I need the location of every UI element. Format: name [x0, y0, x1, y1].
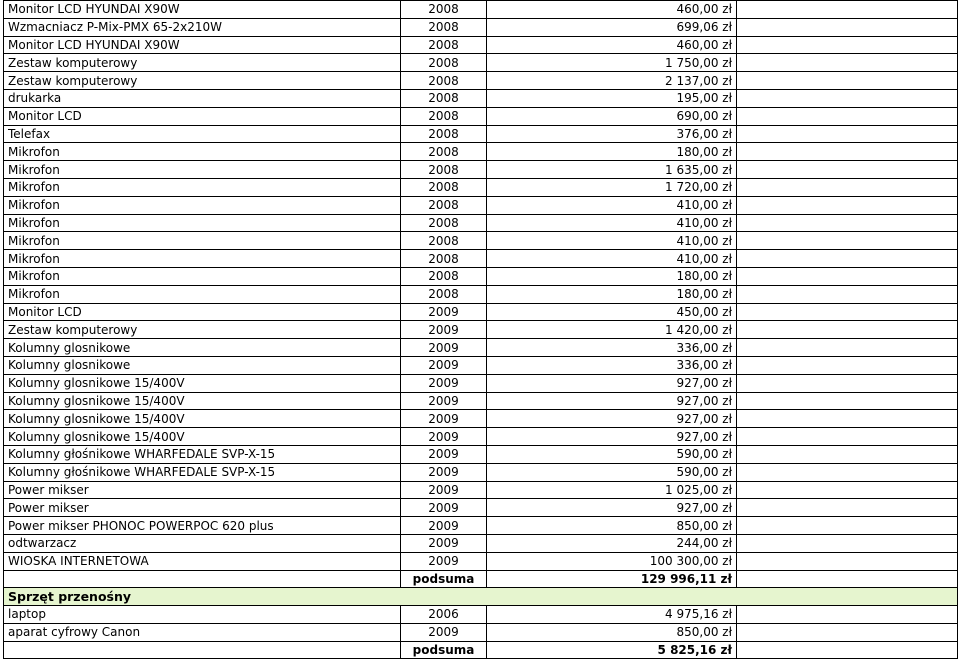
item-price-cell[interactable]: 927,00 zł	[487, 428, 737, 446]
item-name-cell[interactable]: aparat cyfrowy Canon	[4, 623, 401, 641]
item-price-cell[interactable]: 2 137,00 zł	[487, 72, 737, 90]
item-year-cell[interactable]: 2008	[401, 54, 487, 72]
empty-cell	[737, 428, 958, 446]
item-name-cell[interactable]: Mikrofon	[4, 161, 401, 179]
empty-cell	[737, 143, 958, 161]
table-row	[4, 1, 958, 19]
table-row	[4, 374, 958, 392]
table-row	[4, 445, 958, 463]
empty-cell	[737, 214, 958, 232]
empty-cell	[737, 321, 958, 339]
item-year-cell[interactable]: 2009	[401, 392, 487, 410]
empty-cell	[737, 374, 958, 392]
item-price-cell[interactable]: 927,00 zł	[487, 392, 737, 410]
item-year-cell[interactable]: 2008	[401, 161, 487, 179]
item-name-cell[interactable]: Kolumny glosnikowe 15/400V	[4, 392, 401, 410]
empty-cell	[737, 54, 958, 72]
item-price-cell[interactable]: 244,00 zł	[487, 534, 737, 552]
empty-cell	[737, 499, 958, 517]
item-price-cell[interactable]: 850,00 zł	[487, 517, 737, 535]
item-year-cell[interactable]: 2009	[401, 445, 487, 463]
item-price-cell[interactable]: 927,00 zł	[487, 499, 737, 517]
empty-cell	[737, 356, 958, 374]
subtotal-row	[4, 570, 958, 588]
item-name-cell[interactable]: Monitor LCD HYUNDAI X90W	[4, 36, 401, 54]
item-name-cell[interactable]: Kolumny glosnikowe 15/400V	[4, 374, 401, 392]
table-row	[4, 392, 958, 410]
item-name-cell[interactable]: Kolumny glosnikowe	[4, 339, 401, 357]
item-year-cell[interactable]: 2009	[401, 339, 487, 357]
item-price-cell[interactable]: 460,00 zł	[487, 1, 737, 19]
item-name-cell[interactable]: Mikrofon	[4, 214, 401, 232]
empty-cell	[737, 481, 958, 499]
table-row	[4, 196, 958, 214]
item-price-cell[interactable]: 1 750,00 zł	[487, 54, 737, 72]
item-price-cell[interactable]: 850,00 zł	[487, 623, 737, 641]
item-year-cell[interactable]: 2008	[401, 214, 487, 232]
item-name-cell[interactable]: Mikrofon	[4, 232, 401, 250]
item-name-cell[interactable]: Power mikser	[4, 499, 401, 517]
item-year-cell[interactable]: 2009	[401, 321, 487, 339]
empty-cell	[737, 267, 958, 285]
empty-cell	[737, 36, 958, 54]
blank-cell	[4, 641, 401, 659]
item-name-cell[interactable]: Kolumny glosnikowe	[4, 356, 401, 374]
subtotal-block-1	[4, 570, 958, 588]
table-row	[4, 250, 958, 268]
item-year-cell[interactable]: 2008	[401, 250, 487, 268]
item-name-cell[interactable]: Telefax	[4, 125, 401, 143]
item-price-cell[interactable]: 4 975,16 zł	[487, 606, 737, 624]
item-year-cell[interactable]: 2008	[401, 18, 487, 36]
item-name-cell[interactable]: Power mikser PHONOC POWERPOC 620 plus	[4, 517, 401, 535]
table-row	[4, 463, 958, 481]
table-row	[4, 481, 958, 499]
empty-cell	[737, 445, 958, 463]
empty-cell	[737, 339, 958, 357]
table-row	[4, 410, 958, 428]
empty-cell	[737, 196, 958, 214]
item-name-cell[interactable]: Mikrofon	[4, 250, 401, 268]
item-price-cell[interactable]: 180,00 zł	[487, 285, 737, 303]
table-row	[4, 552, 958, 570]
item-name-cell[interactable]: Wzmacniacz P-Mix-PMX 65-2x210W	[4, 18, 401, 36]
item-price-cell[interactable]: 1 025,00 zł	[487, 481, 737, 499]
item-name-cell[interactable]: WIOSKA INTERNETOWA	[4, 552, 401, 570]
subtotal-block-2	[4, 641, 958, 659]
empty-cell	[737, 107, 958, 125]
item-name-cell[interactable]: Kolumny głośnikowe WHARFEDALE SVP-X-15	[4, 445, 401, 463]
item-name-cell[interactable]: Mikrofon	[4, 143, 401, 161]
table-row	[4, 517, 958, 535]
item-price-cell[interactable]: 180,00 zł	[487, 267, 737, 285]
empty-cell	[737, 570, 958, 588]
item-price-cell[interactable]: 590,00 zł	[487, 463, 737, 481]
item-price-cell[interactable]: 1 420,00 zł	[487, 321, 737, 339]
item-year-cell[interactable]: 2008	[401, 89, 487, 107]
item-name-cell[interactable]: Mikrofon	[4, 196, 401, 214]
item-year-cell[interactable]: 2009	[401, 463, 487, 481]
item-year-cell[interactable]: 2008	[401, 72, 487, 90]
item-name-cell[interactable]: Monitor LCD	[4, 107, 401, 125]
table-row	[4, 267, 958, 285]
item-year-cell[interactable]: 2008	[401, 285, 487, 303]
item-price-cell[interactable]: 927,00 zł	[487, 410, 737, 428]
table-row	[4, 107, 958, 125]
item-name-cell[interactable]: drukarka	[4, 89, 401, 107]
table-row	[4, 54, 958, 72]
item-price-cell[interactable]: 410,00 zł	[487, 196, 737, 214]
empty-cell	[737, 72, 958, 90]
empty-cell	[737, 517, 958, 535]
item-year-cell[interactable]: 2008	[401, 196, 487, 214]
subtotal-row	[4, 641, 958, 659]
item-price-cell[interactable]: 336,00 zł	[487, 356, 737, 374]
item-year-cell[interactable]: 2009	[401, 410, 487, 428]
section-header-row	[4, 588, 958, 606]
inventory-rows	[4, 1, 958, 571]
empty-cell	[737, 18, 958, 36]
subtotal-label[interactable]: podsuma	[401, 641, 487, 659]
item-year-cell[interactable]: 2008	[401, 107, 487, 125]
empty-cell	[737, 178, 958, 196]
empty-cell	[737, 410, 958, 428]
table-row	[4, 321, 958, 339]
item-price-cell[interactable]: 1 720,00 zł	[487, 178, 737, 196]
item-price-cell[interactable]: 450,00 zł	[487, 303, 737, 321]
table-row	[4, 428, 958, 446]
item-price-cell[interactable]: 336,00 zł	[487, 339, 737, 357]
item-price-cell[interactable]: 180,00 zł	[487, 143, 737, 161]
item-name-cell[interactable]: Kolumny głośnikowe WHARFEDALE SVP-X-15	[4, 463, 401, 481]
table-row	[4, 303, 958, 321]
empty-cell	[737, 303, 958, 321]
blank-cell	[4, 570, 401, 588]
table-row	[4, 606, 958, 624]
empty-cell	[737, 1, 958, 19]
item-name-cell[interactable]: Monitor LCD	[4, 303, 401, 321]
item-price-cell[interactable]: 699,06 zł	[487, 18, 737, 36]
table-row	[4, 18, 958, 36]
item-year-cell[interactable]: 2009	[401, 517, 487, 535]
empty-cell	[737, 285, 958, 303]
item-price-cell[interactable]: 410,00 zł	[487, 214, 737, 232]
item-year-cell[interactable]: 2008	[401, 36, 487, 54]
item-price-cell[interactable]: 590,00 zł	[487, 445, 737, 463]
table-row	[4, 72, 958, 90]
item-name-cell[interactable]: Zestaw komputerowy	[4, 72, 401, 90]
table-row	[4, 161, 958, 179]
empty-cell	[737, 534, 958, 552]
item-year-cell[interactable]: 2006	[401, 606, 487, 624]
table-row	[4, 285, 958, 303]
item-year-cell[interactable]: 2009	[401, 374, 487, 392]
section-title[interactable]: Sprzęt przenośny	[4, 588, 958, 606]
empty-cell	[737, 552, 958, 570]
item-name-cell[interactable]: Monitor LCD HYUNDAI X90W	[4, 1, 401, 19]
table-row	[4, 339, 958, 357]
item-name-cell[interactable]: Kolumny glosnikowe 15/400V	[4, 428, 401, 446]
empty-cell	[737, 89, 958, 107]
item-year-cell[interactable]: 2009	[401, 428, 487, 446]
item-price-cell[interactable]: 195,00 zł	[487, 89, 737, 107]
item-name-cell[interactable]: Kolumny glosnikowe 15/400V	[4, 410, 401, 428]
portable-rows	[4, 606, 958, 642]
item-name-cell[interactable]: Power mikser	[4, 481, 401, 499]
item-name-cell[interactable]: Mikrofon	[4, 267, 401, 285]
item-name-cell[interactable]: Mikrofon	[4, 285, 401, 303]
empty-cell	[737, 623, 958, 641]
subtotal-value[interactable]: 129 996,11 zł	[487, 570, 737, 588]
item-price-cell[interactable]: 1 635,00 zł	[487, 161, 737, 179]
table-row	[4, 232, 958, 250]
item-name-cell[interactable]: odtwarzacz	[4, 534, 401, 552]
empty-cell	[737, 463, 958, 481]
empty-cell	[737, 392, 958, 410]
item-price-cell[interactable]: 410,00 zł	[487, 232, 737, 250]
item-name-cell[interactable]: Zestaw komputerowy	[4, 321, 401, 339]
item-year-cell[interactable]: 2009	[401, 534, 487, 552]
item-name-cell[interactable]: Zestaw komputerowy	[4, 54, 401, 72]
item-year-cell[interactable]: 2009	[401, 303, 487, 321]
item-year-cell[interactable]: 2009	[401, 356, 487, 374]
table-row	[4, 499, 958, 517]
item-price-cell[interactable]: 927,00 zł	[487, 374, 737, 392]
inventory-table	[3, 0, 958, 659]
table-row	[4, 214, 958, 232]
item-year-cell[interactable]: 2008	[401, 143, 487, 161]
empty-cell	[737, 606, 958, 624]
item-price-cell[interactable]: 460,00 zł	[487, 36, 737, 54]
table-row	[4, 36, 958, 54]
item-name-cell[interactable]: Mikrofon	[4, 178, 401, 196]
table-row	[4, 356, 958, 374]
table-row	[4, 89, 958, 107]
section-portable	[4, 588, 958, 606]
item-year-cell[interactable]: 2008	[401, 1, 487, 19]
item-year-cell[interactable]: 2008	[401, 232, 487, 250]
table-row	[4, 143, 958, 161]
item-year-cell[interactable]: 2009	[401, 499, 487, 517]
item-price-cell[interactable]: 376,00 zł	[487, 125, 737, 143]
subtotal-label[interactable]: podsuma	[401, 570, 487, 588]
item-year-cell[interactable]: 2008	[401, 125, 487, 143]
empty-cell	[737, 161, 958, 179]
table-row	[4, 623, 958, 641]
item-year-cell[interactable]: 2009	[401, 481, 487, 499]
item-year-cell[interactable]: 2009	[401, 623, 487, 641]
item-price-cell[interactable]: 410,00 zł	[487, 250, 737, 268]
table-row	[4, 178, 958, 196]
empty-cell	[737, 125, 958, 143]
item-year-cell[interactable]: 2008	[401, 267, 487, 285]
subtotal-value[interactable]: 5 825,16 zł	[487, 641, 737, 659]
empty-cell	[737, 641, 958, 659]
empty-cell	[737, 232, 958, 250]
table-row	[4, 125, 958, 143]
item-price-cell[interactable]: 690,00 zł	[487, 107, 737, 125]
empty-cell	[737, 250, 958, 268]
item-name-cell[interactable]: laptop	[4, 606, 401, 624]
item-year-cell[interactable]: 2008	[401, 178, 487, 196]
table-row	[4, 534, 958, 552]
item-year-cell[interactable]: 2009	[401, 552, 487, 570]
item-price-cell[interactable]: 100 300,00 zł	[487, 552, 737, 570]
